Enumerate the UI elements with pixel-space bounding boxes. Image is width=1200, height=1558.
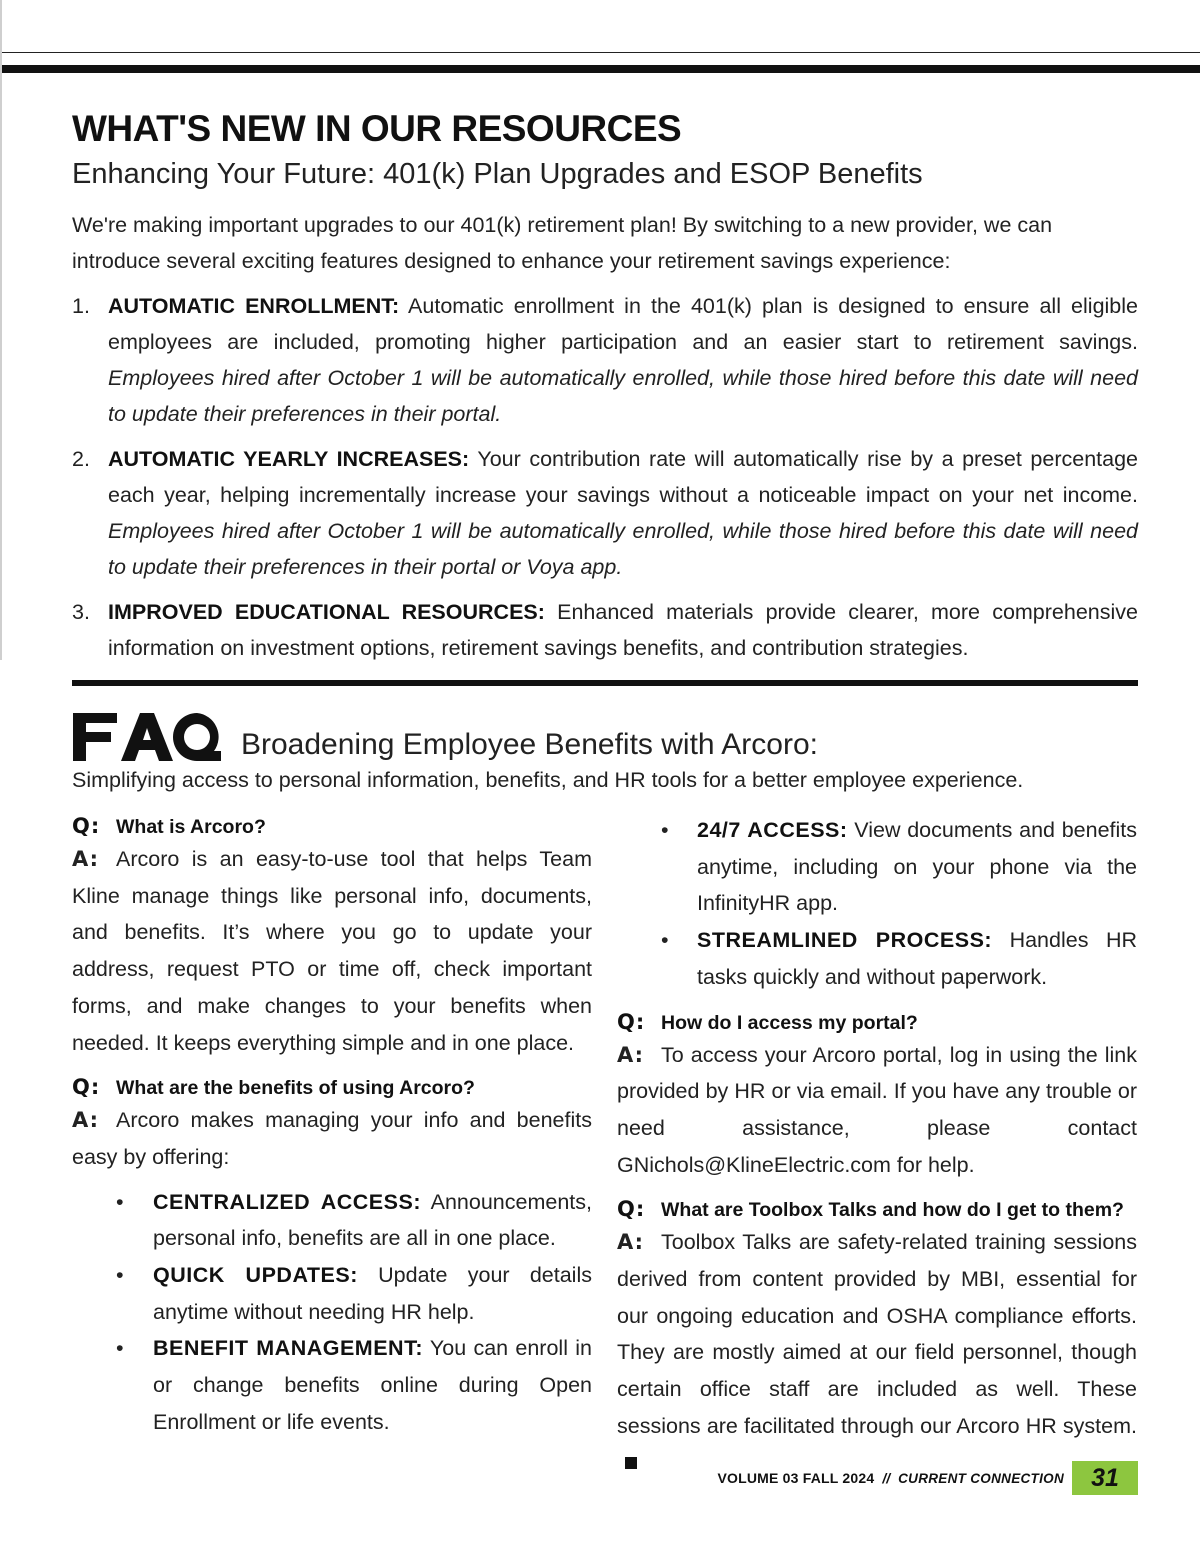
question-text: What are the benefits of using Arcoro? [116,1077,475,1100]
footer-separator: // [882,1470,891,1486]
item-label: IMPROVED EDUCATIONAL RESOURCES: [108,600,545,624]
benefits-bullet-list-continued [617,812,1137,996]
bullet-text: Update your details anytime without needing HR help. [153,1263,592,1324]
q-label: Q: [72,814,101,838]
end-of-article-icon [625,1457,637,1469]
faq-question [617,1008,1137,1037]
page-footer [717,1461,1138,1495]
faq-qa-toolbox [617,1195,1137,1481]
section-divider [72,680,1138,686]
bullet-icon: • [116,1336,124,1361]
a-label: A: [617,1230,645,1255]
item-number: 2. [72,447,90,471]
list-item [617,922,1137,995]
faq-answer [72,1102,592,1175]
q-label: Q: [72,1075,101,1100]
list-item [72,1257,592,1330]
publication-name: CURRENT CONNECTION [898,1470,1064,1486]
page-edge-shadow [0,0,2,660]
resources-subtitle: Enhancing Your Future: 401(k) Plan Upgrades and ESOP Benefits [72,158,923,190]
list-item [72,1184,592,1257]
bullet-label: BENEFIT MANAGEMENT: [153,1336,423,1361]
item-text: Automatic enrollment in the 401(k) plan is designed to ensure all eligible employees are included, promoting higher participation and an easier start to retirement savings. [108,294,1138,354]
benefits-bullet-list [72,1184,592,1441]
faq-subheading: Simplifying access to personal information, benefits, and HR tools for a better employee experience. [72,768,1024,792]
item-label: AUTOMATIC YEARLY INCREASES: [108,447,470,471]
list-item [72,594,1138,666]
item-note: Employees hired after October 1 will be automatically enrolled, while those hired before this date will need to update their preferences in their portal. [108,366,1138,426]
bullet-label: 24/7 ACCESS: [697,818,848,842]
item-number: 1. [72,294,90,318]
faq-qa-portal [617,1008,1137,1184]
faq-qa-arcoro [72,812,592,1061]
top-thin-rule [0,52,1200,53]
list-item [72,1330,592,1440]
faq-question [72,812,592,841]
faq-answer [617,1037,1137,1184]
a-label: A: [72,847,100,871]
faq-logo [73,713,221,761]
question-text: How do I access my portal? [661,1011,918,1034]
faq-heading: Broadening Employee Benefits with Arcoro: [241,728,818,761]
answer-text: To access your Arcoro portal, log in using the link provided by HR or via email. If you have any trouble or need assistance, please contact GNichols@KlineElectric.com for help. [617,1042,1137,1177]
bullet-label: CENTRALIZED ACCESS: [153,1189,421,1214]
faq-qa-benefits [72,1073,592,1440]
bullet-icon: • [661,928,669,953]
answer-text: Arcoro is an easy-to-use tool that helps Team Kline manage things like personal info, documents, and benefits. It’s where you go to update your address, request PTO or time off, check important forms, and make changes to your benefits when needed. It keeps everything simple and in one place. [72,847,592,1055]
issue-label: VOLUME 03 FALL 2024 [717,1470,875,1486]
item-note: Employees hired after October 1 will be automatically enrolled, while those hired before this date will need to update their preferences in their portal or Voya app. [108,519,1138,579]
list-item [72,288,1138,432]
item-label: AUTOMATIC ENROLLMENT: [108,294,400,318]
q-label: Q: [617,1009,646,1034]
bullet-text: Handles HR tasks quickly and without paperwork. [697,928,1137,989]
bullet-text: Announcements, personal info, benefits are all in one place. [153,1189,592,1251]
a-label: A: [72,1108,100,1133]
top-thick-rule [0,65,1200,73]
page-number: 31 [1072,1461,1138,1495]
list-item [72,441,1138,585]
answer-text: Arcoro makes managing your info and benefits easy by offering: [72,1108,592,1169]
item-text: Your contribution rate will automatically rise by a preset percentage each year, helping incrementally increase your savings without a noticeable impact on your net income. [108,447,1138,507]
resources-intro: We're making important upgrades to our 401(k) retirement plan! By switching to a new provider, we can introduce several exciting features designed to enhance your retirement savings experience: [72,213,1053,273]
faq-question [617,1195,1137,1224]
faq-answer [617,1224,1137,1481]
question-text: What are Toolbox Talks and how do I get to them? [661,1199,1124,1222]
q-label: Q: [617,1197,646,1222]
faq-question [72,1073,592,1102]
resources-title: WHAT'S NEW IN OUR RESOURCES [72,108,682,149]
faq-left-column [72,812,592,1453]
a-label: A: [617,1042,645,1067]
bullet-text: View documents and benefits anytime, including on your phone via the InfinityHR app. [697,818,1138,916]
faq-answer [72,841,592,1061]
bullet-label: STREAMLINED PROCESS: [697,928,993,953]
bullet-text: You can enroll in or change benefits online during Open Enrollment or life events. [153,1336,592,1434]
question-text: What is Arcoro? [116,816,266,838]
bullet-icon: • [116,1263,124,1288]
list-item [617,812,1137,922]
item-number: 3. [72,600,90,624]
bullet-icon: • [116,1189,124,1214]
bullet-label: QUICK UPDATES: [153,1263,358,1288]
item-text: Enhanced materials provide clearer, more comprehensive information on investment options, retirement savings benefits, and contribution strategies. [108,600,1138,660]
answer-text: Toolbox Talks are safety-related training sessions derived from content provided by MBI, essential for our ongoing education and OSHA compliance efforts. They are mostly aimed at our field personnel, though certain office staff are included as well. These sessions are facilitated through our Arcoro HR system. [617,1230,1137,1438]
resources-feature-list [72,288,1138,675]
bullet-icon: • [661,818,669,842]
faq-right-column [617,812,1137,1493]
